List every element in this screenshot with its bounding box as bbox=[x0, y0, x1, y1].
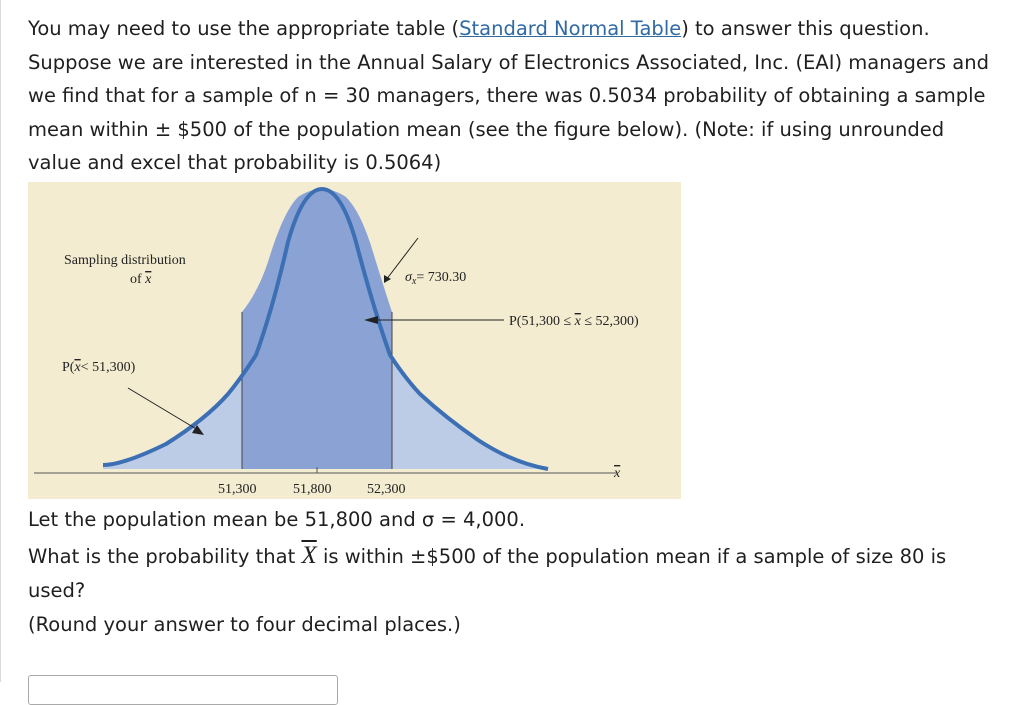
axis-label-xbar: x bbox=[614, 466, 621, 481]
tick-label-52300: 52,300 bbox=[367, 482, 406, 497]
label-of: of x bbox=[130, 272, 152, 287]
label-prob-less: P(x< 51,300) bbox=[62, 360, 136, 375]
tick-label-51300: 51,300 bbox=[218, 482, 257, 497]
sigma-pointer bbox=[386, 238, 418, 280]
population-statement: Let the population mean be 51,800 and σ = 4,000. bbox=[28, 508, 526, 531]
prompt-section bbox=[28, 503, 1003, 642]
label-sigma-xbar: $\sigma_x= 730.30$ bbox=[405, 270, 467, 287]
figure-svg bbox=[28, 182, 681, 499]
prob-less-pointer bbox=[128, 388, 198, 430]
question-text bbox=[28, 12, 1003, 180]
tick-label-51800: 51,800 bbox=[293, 482, 332, 497]
sampling-distribution-figure bbox=[28, 182, 681, 499]
question-body: Suppose we are interested in the Annual Salary of Electronics Associated, Inc. (EAI) managers and we find that for a sample of n = 30 managers, there was 0.5034 probability of obtaining a sample mean within ± $500 of the population mean (see the figure below). (Note: if using unrounded value and excel that probability is 0.5064) bbox=[28, 50, 989, 175]
left-border bbox=[0, 0, 1, 682]
line1-pre: You may need to use the appropriate table ( bbox=[28, 17, 460, 40]
standard-normal-table-link[interactable]: Standard Normal Table bbox=[459, 17, 682, 40]
xbar-symbol: $\overline{X}$ bbox=[301, 542, 317, 569]
label-prob-between: P(51,300 ≤ x ≤ 52,300) bbox=[509, 314, 639, 329]
question-pre: What is the probability that bbox=[28, 545, 296, 568]
question-post: is within ±$500 of the population mean if a sample of size 80 is used? bbox=[28, 545, 947, 602]
label-sampling-distribution: Sampling distribution bbox=[64, 253, 186, 268]
sigma-arrowhead bbox=[384, 275, 391, 283]
rounding-instruction: (Round your answer to four decimal places.) bbox=[28, 613, 461, 636]
line1-post: ) to answer this question. bbox=[681, 17, 930, 40]
question-line1 bbox=[28, 12, 1003, 46]
answer-input[interactable] bbox=[28, 675, 338, 705]
question-statement bbox=[28, 539, 1003, 608]
